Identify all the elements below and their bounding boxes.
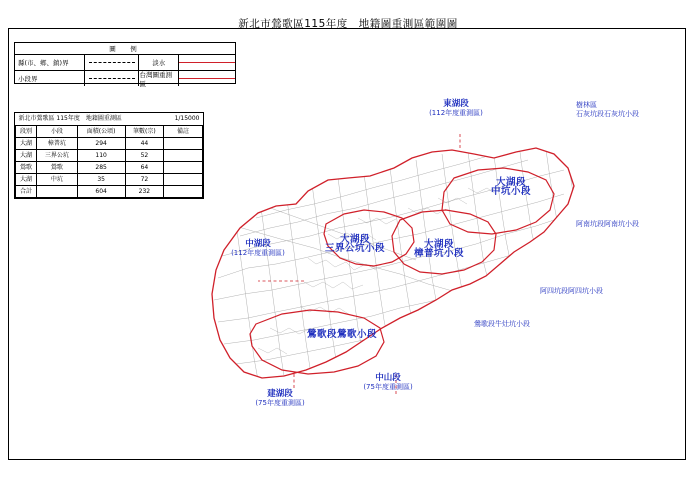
- map-label-jianhu-duan: 建湖段 (75年度重測區): [232, 390, 328, 408]
- cell-subsection: 三界公坑: [37, 150, 78, 162]
- cell-area: 285: [77, 162, 125, 174]
- table-row: [16, 138, 203, 150]
- legend-header: 圖 例: [15, 43, 235, 55]
- cell-remark: [164, 174, 203, 186]
- map-label-jianhu-duan-note: (75年度重測區): [255, 399, 305, 407]
- cell-section: 大湖: [16, 174, 37, 186]
- map-label-zhonghu-duan-note: (112年度重測區): [231, 249, 285, 257]
- column-header-subsection: 小段: [37, 126, 78, 138]
- map-label-donghu-duan-note: (112年度重測區): [429, 109, 483, 117]
- cell-count: 52: [125, 150, 163, 162]
- table-row: [16, 174, 203, 186]
- map-label-zhongkeng-xiaoduan: 中坑小段: [490, 186, 531, 197]
- legend-box: [14, 42, 236, 88]
- cell-total-subsection: [37, 186, 78, 198]
- cell-count: 44: [125, 138, 163, 150]
- survey-area-yinggexiaoduan: [250, 310, 384, 374]
- map-label-donghu-duan: 東湖段 (112年度重測區): [410, 100, 502, 118]
- cell-total-area: 604: [77, 186, 125, 198]
- cell-subsection: 中坑: [37, 174, 78, 186]
- statistics-table: [14, 112, 204, 199]
- table-caption-scale: 1/15000: [164, 113, 203, 126]
- cell-total-label: 合計: [16, 186, 37, 198]
- cell-remark: [164, 138, 203, 150]
- table-total-row: [16, 186, 203, 198]
- legend-row: [15, 71, 235, 86]
- cell-subsection: 鶯歌: [37, 162, 78, 174]
- map-label-dahu-zhangpu: 大湖段 樟普坑小段: [396, 240, 482, 258]
- column-header-remark: 備註: [164, 126, 203, 138]
- map-label-zhongshan-duan: 中山段 (75年度重測區): [340, 374, 436, 392]
- table-row: [16, 162, 203, 174]
- legend-label-danshui: 淡水: [139, 55, 179, 70]
- map-label-shihuikeng: 石灰坑段石灰坑小段: [576, 110, 639, 118]
- cell-remark: [164, 162, 203, 174]
- legend-row: [15, 55, 235, 71]
- cell-count: 64: [125, 162, 163, 174]
- map-label-dahu-zhongkeng: 大湖段 中坑小段: [466, 178, 556, 196]
- map-label-yingge-xiaoduan: 鶯歌段鶯歌小段: [306, 329, 377, 340]
- map-label-anankeng: 阿南坑段阿南坑小段: [576, 220, 639, 228]
- column-header-area: 面積(公頃): [77, 126, 125, 138]
- map-label-yingge-niudoukeng: 鶯歌段牛灶坑小段: [474, 320, 530, 328]
- map-label-zhangpukeng-xiaoduan: 樟普坑小段: [413, 248, 464, 259]
- map-label-zhongshan-duan-note: (75年度重測區): [363, 383, 413, 391]
- legend-label-resurvey-area: 台灣圖重測區: [139, 71, 179, 86]
- cell-total-count: 232: [125, 186, 163, 198]
- page-title: 新北市鶯歌區115年度 地籍圖重測區範圍圖: [238, 18, 458, 30]
- column-header-count: 筆數(宗): [125, 126, 163, 138]
- legend-symbol-dashed-black-line-2: [85, 71, 140, 86]
- cell-area: 35: [77, 174, 125, 186]
- cell-subsection: 樟普坑: [37, 138, 78, 150]
- cell-area: 294: [77, 138, 125, 150]
- table-row: [16, 150, 203, 162]
- map-label-sanjiegongkeng-xiaoduan: 三界公坑小段: [324, 243, 385, 254]
- legend-symbol-solid-red-line: [179, 55, 235, 70]
- legend-label-county-boundary: 縣(市、鄉、鎮)界: [15, 55, 85, 70]
- map-label-asikeng: 阿四坑段阿四坑小段: [540, 287, 603, 295]
- cell-section: 鶯歌: [16, 162, 37, 174]
- cell-count: 72: [125, 174, 163, 186]
- map-label-zhonghu-duan: 中湖段 (112年度重測區): [212, 240, 304, 258]
- legend-symbol-dashed-black-line: [85, 55, 140, 70]
- legend-symbol-solid-red-line-2: [179, 71, 235, 86]
- legend-label-subsection-boundary: 小段界: [15, 71, 85, 86]
- map-label-dahu-sanjie: 大湖段 三界公坑小段: [310, 235, 400, 253]
- cell-section: 大湖: [16, 150, 37, 162]
- map-label-shulin-district: 樹林區 石灰坑段石灰坑小段: [576, 101, 639, 118]
- table-caption-left: 新北市鶯歌區 115年度 地籍圖重測區: [16, 113, 164, 126]
- table-header-row: [16, 126, 203, 138]
- cell-section: 大湖: [16, 138, 37, 150]
- cell-area: 110: [77, 150, 125, 162]
- cell-remark: [164, 150, 203, 162]
- cell-total-remark: [164, 186, 203, 198]
- column-header-section: 段別: [16, 126, 37, 138]
- table-caption-row: [16, 113, 203, 126]
